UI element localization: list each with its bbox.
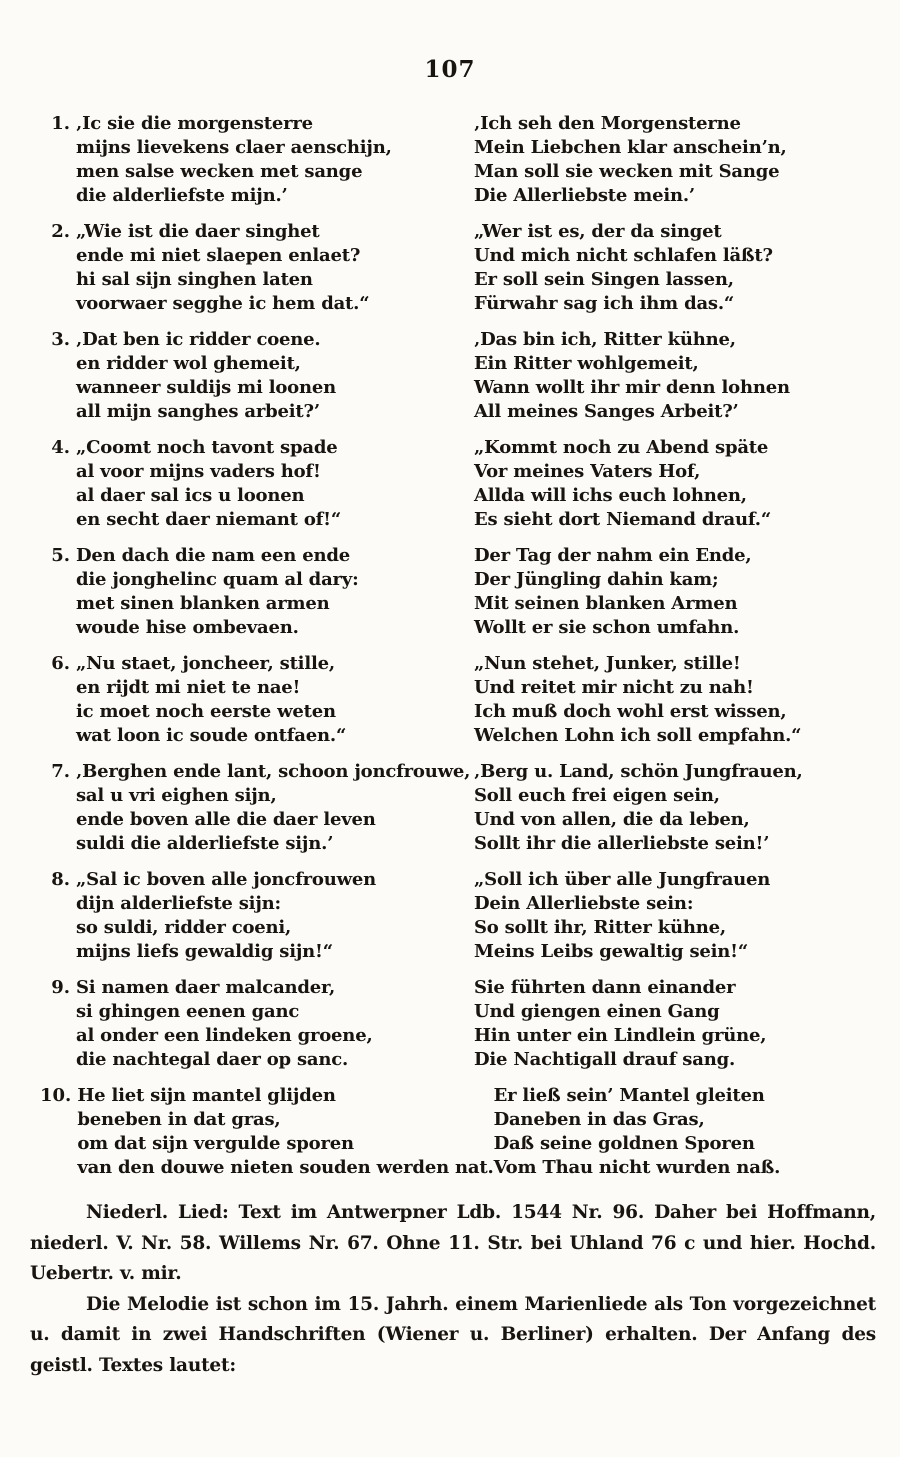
poem-line: Fürwahr sag ich ihm das.“ xyxy=(474,293,735,314)
poem-line: ‚Das bin ich, Ritter kühne, xyxy=(474,329,736,350)
poem-line: Daneben in das Gras, xyxy=(493,1109,705,1130)
stanza-row xyxy=(40,760,872,856)
poem-line: men salse wecken met sange xyxy=(76,161,363,182)
stanza-dutch-column xyxy=(76,112,474,208)
poem-line: So sollt ihr, Ritter kühne, xyxy=(474,917,726,938)
poem-line: „Coomt noch tavont spade xyxy=(76,437,338,458)
poem-line: Der Jüngling dahin kam; xyxy=(474,569,719,590)
poem-line: „Kommt noch zu Abend späte xyxy=(474,437,769,458)
stanza-row xyxy=(40,868,872,964)
stanza-german-column xyxy=(474,328,872,424)
poem-line: ‚Berg u. Land, schön Jungfrauen, xyxy=(474,761,803,782)
poem-line: Meins Leibs gewaltig sein!“ xyxy=(474,941,749,962)
stanza-row xyxy=(40,328,872,424)
stanza-number: 2. xyxy=(51,221,70,242)
poem-line: beneben in dat gras, xyxy=(77,1109,281,1130)
poem-line: Ein Ritter wohlgemeit, xyxy=(474,353,699,374)
stanza-german-column xyxy=(474,436,872,532)
poem-line: si ghingen eenen ganc xyxy=(76,1001,300,1022)
poem-line: ‚Berghen ende lant, schoon joncfrouwe, xyxy=(76,761,471,782)
poem-line: sal u vri eighen sijn, xyxy=(76,785,277,806)
stanza-dutch-column xyxy=(76,544,474,640)
poem-line: Und reitet mir nicht zu nah! xyxy=(474,677,754,698)
stanza-dutch-column xyxy=(76,652,474,748)
poem-line: en secht daer niemant of!“ xyxy=(76,509,342,530)
stanza-dutch-column xyxy=(76,328,474,424)
stanza-number: 1. xyxy=(51,113,70,134)
poem-line: ‚Ich seh den Morgensterne xyxy=(474,113,741,134)
poem-line: Er soll sein Singen lassen, xyxy=(474,269,734,290)
poem-line: suldi die alderliefste sijn.’ xyxy=(76,833,334,854)
poem-line: om dat sijn vergulde sporen xyxy=(77,1133,354,1154)
poem-line: „Wie ist die daer singhet xyxy=(76,221,320,242)
poem-line: Dein Allerliebste sein: xyxy=(474,893,694,914)
stanza-dutch-column xyxy=(76,436,474,532)
poem-line: Vor meines Vaters Hof, xyxy=(474,461,701,482)
stanza-row xyxy=(40,436,872,532)
stanza-dutch-column xyxy=(76,220,474,316)
poem-line: „Nu staet, joncheer, stille, xyxy=(76,653,335,674)
note-paragraph: Die Melodie ist schon im 15. Jahrh. einem Marienliede als Ton vorgezeichnet u. damit in zwei Handschriften (Wiener u. Berliner) erhalten. Der Anfang des geistl. Textes lautet: xyxy=(30,1293,876,1376)
poem-line: Und mich nicht schlafen läßt? xyxy=(474,245,773,266)
poem-line: en ridder wol ghemeit, xyxy=(76,353,301,374)
stanza-number: 5. xyxy=(51,545,70,566)
stanza-german-column xyxy=(474,652,872,748)
poem-line: Sie führten dann einander xyxy=(474,977,736,998)
stanza-row xyxy=(40,112,872,208)
stanza-german-column xyxy=(474,868,872,964)
poem-line: all mijn sanghes arbeit?’ xyxy=(76,401,320,422)
stanza-german-column xyxy=(474,112,872,208)
stanza-number: 4. xyxy=(51,437,70,458)
poem-line: mijns liefs gewaldig sijn!“ xyxy=(76,941,333,962)
poem-line: All meines Sanges Arbeit?’ xyxy=(474,401,739,422)
poem-line: Und giengen einen Gang xyxy=(474,1001,720,1022)
stanza-number: 6. xyxy=(51,653,70,674)
poem-line: ende mi niet slaepen enlaet? xyxy=(76,245,361,266)
poem-line: so suldi, ridder coeni, xyxy=(76,917,292,938)
poem-line: „Nun stehet, Junker, stille! xyxy=(474,653,741,674)
stanza-number: 3. xyxy=(51,329,70,350)
poem-line: al onder een lindeken groene, xyxy=(76,1025,373,1046)
poem-line: „Wer ist es, der da singet xyxy=(474,221,722,242)
poem-line: Der Tag der nahm ein Ende, xyxy=(474,545,752,566)
stanza-row xyxy=(40,544,872,640)
poem-line: Si namen daer malcander, xyxy=(76,977,336,998)
page-number: 107 xyxy=(424,56,476,83)
poem-line: wat loon ic soude ontfaen.“ xyxy=(76,725,347,746)
poem-line: Soll euch frei eigen sein, xyxy=(474,785,720,806)
stanza-number: 9. xyxy=(51,977,70,998)
poem-line: Vom Thau nicht wurden naß. xyxy=(493,1157,781,1178)
poem-line: ic moet noch eerste weten xyxy=(76,701,336,722)
stanza-german-column xyxy=(474,220,872,316)
poem-line: en rijdt mi niet te nae! xyxy=(76,677,301,698)
note-paragraph: Niederl. Lied: Text im Antwerpner Ldb. 1544 Nr. 96. Daher bei Hoffmann, niederl. V. Nr. 58. Willems Nr. 67. Ohne 11. Str. bei Uhland 76 c und hier. Hochd. Uebertr. v. mir. xyxy=(30,1202,876,1284)
poem-line: Man soll sie wecken mit Sange xyxy=(474,161,780,182)
stanza-number: 8. xyxy=(51,869,70,890)
poem-line: die nachtegal daer op sanc. xyxy=(76,1049,349,1070)
poem-line: al daer sal ics u loonen xyxy=(76,485,305,506)
stanza-row xyxy=(40,220,872,316)
stanza-row xyxy=(40,1084,872,1180)
poem-line: die jonghelinc quam al dary: xyxy=(76,569,359,590)
stanza-german-column xyxy=(474,760,872,856)
stanza-row xyxy=(40,976,872,1072)
poem-line: woude hise ombevaen. xyxy=(76,617,299,638)
poem-line: „Soll ich über alle Jungfrauen xyxy=(474,869,771,890)
stanza-german-column xyxy=(474,544,872,640)
poem-line: Allda will ichs euch lohnen, xyxy=(474,485,747,506)
poem-line: Es sieht dort Niemand drauf.“ xyxy=(474,509,772,530)
poem-line: Mit seinen blanken Armen xyxy=(474,593,738,614)
poem-line: voorwaer segghe ic hem dat.“ xyxy=(76,293,370,314)
poem-line: He liet sijn mantel glijden xyxy=(77,1085,336,1106)
stanza-dutch-column xyxy=(76,976,474,1072)
stanza-number: 10. xyxy=(40,1085,72,1106)
poem-line: hi sal sijn singhen laten xyxy=(76,269,313,290)
poem-line: dijn alderliefste sijn: xyxy=(76,893,281,914)
editorial-notes xyxy=(30,1198,876,1381)
poem-line: ende boven alle die daer leven xyxy=(76,809,376,830)
stanza-row xyxy=(40,652,872,748)
poem-line: Wollt er sie schon umfahn. xyxy=(474,617,740,638)
poem-line: Ich muß doch wohl erst wissen, xyxy=(474,701,787,722)
poem-line: Welchen Lohn ich soll empfahn.“ xyxy=(474,725,802,746)
poem-line: mijns lievekens claer aenschijn, xyxy=(76,137,392,158)
poem-line: Hin unter ein Lindlein grüne, xyxy=(474,1025,767,1046)
poem-line: ‚Ic sie die morgensterre xyxy=(76,113,313,134)
poem-line: Die Nachtigall drauf sang. xyxy=(474,1049,736,1070)
stanza-german-column xyxy=(494,1084,872,1180)
poem-line: al voor mijns vaders hof! xyxy=(76,461,321,482)
stanza-dutch-column xyxy=(76,760,474,856)
poem-line: wanneer suldijs mi loonen xyxy=(76,377,337,398)
poem-line: Wann wollt ihr mir denn lohnen xyxy=(474,377,790,398)
stanza-dutch-column xyxy=(77,1084,493,1180)
poem-line: die alderliefste mijn.’ xyxy=(76,185,288,206)
poem-line: van den douwe nieten souden werden nat. xyxy=(77,1157,494,1178)
stanza-german-column xyxy=(474,976,872,1072)
poem-line: Die Allerliebste mein.’ xyxy=(474,185,695,206)
poem-line: Er ließ sein’ Mantel gleiten xyxy=(493,1085,765,1106)
poem-line: Daß seine goldnen Sporen xyxy=(493,1133,755,1154)
poem-two-column xyxy=(40,112,872,1192)
poem-line: Und von allen, die da leben, xyxy=(474,809,750,830)
poem-line: Den dach die nam een ende xyxy=(76,545,351,566)
poem-line: „Sal ic boven alle joncfrouwen xyxy=(76,869,377,890)
poem-line: ‚Dat ben ic ridder coene. xyxy=(76,329,321,350)
stanza-number: 7. xyxy=(51,761,70,782)
poem-line: met sinen blanken armen xyxy=(76,593,330,614)
poem-line: Mein Liebchen klar anschein’n, xyxy=(474,137,787,158)
stanza-dutch-column xyxy=(76,868,474,964)
poem-line: Sollt ihr die allerliebste sein!’ xyxy=(474,833,770,854)
